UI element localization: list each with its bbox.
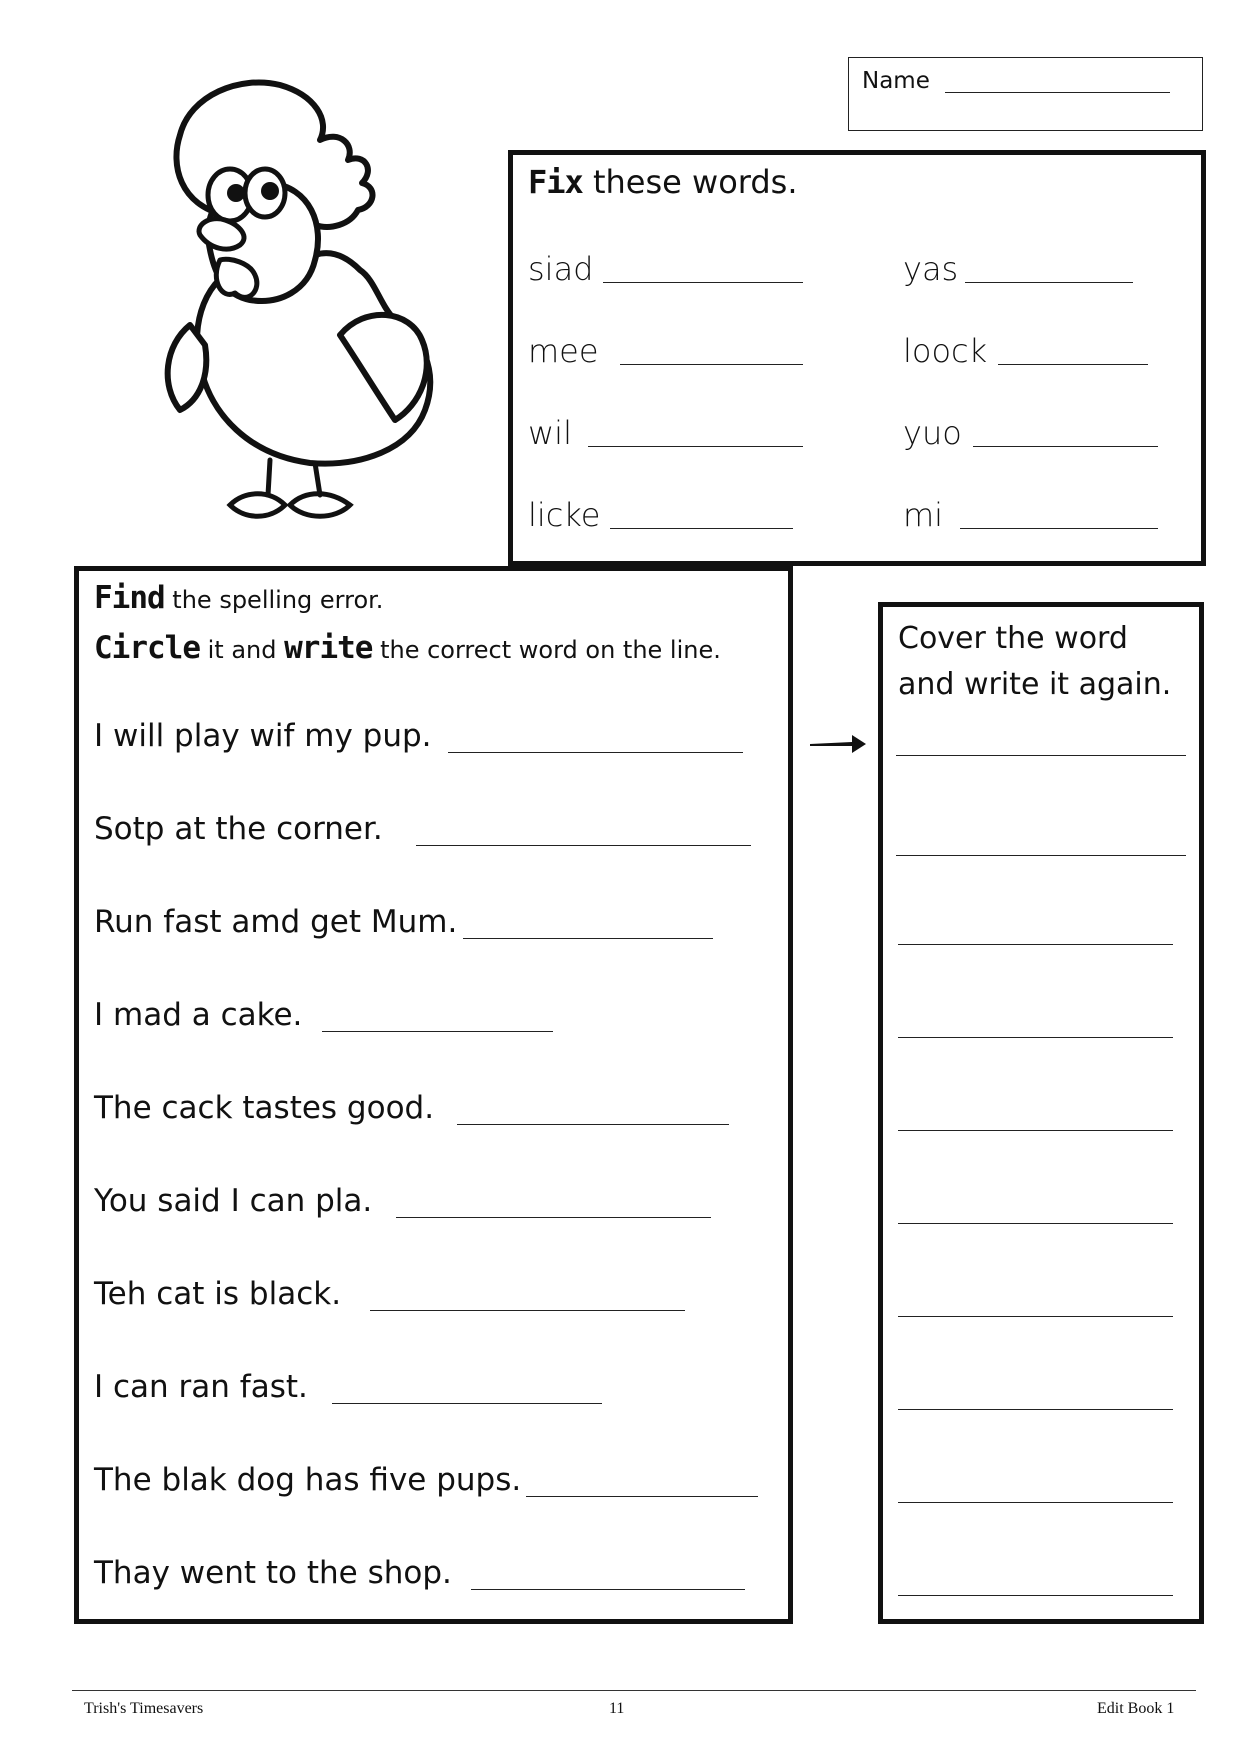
cover-answer-line[interactable] [898,1037,1173,1038]
fix-word: yas [903,250,959,288]
sentence-answer-line[interactable] [457,1124,729,1125]
sentence-answer-line[interactable] [471,1589,745,1590]
sentence: I can ran fast. [94,1369,308,1405]
sentence-answer-line[interactable] [396,1217,711,1218]
sentence: Teh cat is black. [94,1276,342,1312]
fix-word: yuo [903,414,962,452]
circle-rest: the correct word on the line. [380,636,721,664]
fix-answer-line[interactable] [965,282,1133,283]
sentence-answer-line[interactable] [463,938,713,939]
fix-word: siad [528,250,594,288]
name-label: Name [862,68,930,94]
sentence: I mad a cake. [94,997,303,1033]
fix-word: licke [528,496,601,534]
footer-left: Trish's Timesavers [84,1700,204,1717]
find-rest: the spelling error. [172,586,384,614]
footer-divider [72,1690,1196,1691]
fix-answer-line[interactable] [588,446,803,447]
cover-answer-line[interactable] [896,855,1186,856]
fix-word: mi [903,496,944,534]
footer-page-number: 11 [609,1700,625,1717]
cover-answer-line[interactable] [898,1409,1173,1410]
sentence-answer-line[interactable] [332,1403,602,1404]
sentence-answer-line[interactable] [526,1496,758,1497]
write-bold: write [284,630,373,666]
cover-answer-line[interactable] [898,1130,1173,1131]
sentence: The blak dog has five pups. [94,1462,522,1498]
fix-word: mee [528,332,599,370]
find-instruction-2 [94,630,721,666]
cover-answer-line[interactable] [898,1502,1173,1503]
arrow-right-icon [808,732,868,756]
fix-answer-line[interactable] [973,446,1158,447]
find-instruction-1 [94,580,383,616]
fix-answer-line[interactable] [998,364,1148,365]
sentence-answer-line[interactable] [322,1031,553,1032]
sentence: You said I can pla. [94,1183,373,1219]
fix-answer-line[interactable] [610,528,793,529]
fix-words-box [508,150,1206,566]
fix-word: wil [528,414,572,452]
cover-answer-line[interactable] [898,1316,1173,1317]
sentence: The cack tastes good. [94,1090,435,1126]
fix-word: loock [903,332,988,370]
fix-answer-line[interactable] [603,282,803,283]
sentence-answer-line[interactable] [448,752,743,753]
cover-instruction-1: Cover the word [898,621,1128,656]
name-line[interactable] [945,92,1170,93]
footer-right: Edit Book 1 [1097,1700,1175,1717]
fix-title-rest: these words. [592,163,798,201]
fix-title [528,163,798,201]
cover-answer-line[interactable] [898,1595,1173,1596]
fix-title-bold: Fix [528,163,583,201]
circle-mid: it and [207,636,277,664]
sentence-answer-line[interactable] [370,1310,685,1311]
rooster-illustration [110,65,500,545]
sentence-answer-line[interactable] [416,845,751,846]
fix-answer-line[interactable] [960,528,1158,529]
cover-answer-line[interactable] [898,944,1173,945]
cover-answer-line[interactable] [898,1223,1173,1224]
find-bold: Find [94,580,165,616]
sentence: Run fast amd get Mum. [94,904,458,940]
fix-answer-line[interactable] [620,364,803,365]
cover-instruction-2: and write it again. [898,667,1172,702]
sentence: I will play wif my pup. [94,718,432,754]
circle-bold: Circle [94,630,200,666]
sentence: Thay went to the shop. [94,1555,452,1591]
sentence: Sotp at the corner. [94,811,383,847]
cover-answer-line[interactable] [896,755,1186,756]
